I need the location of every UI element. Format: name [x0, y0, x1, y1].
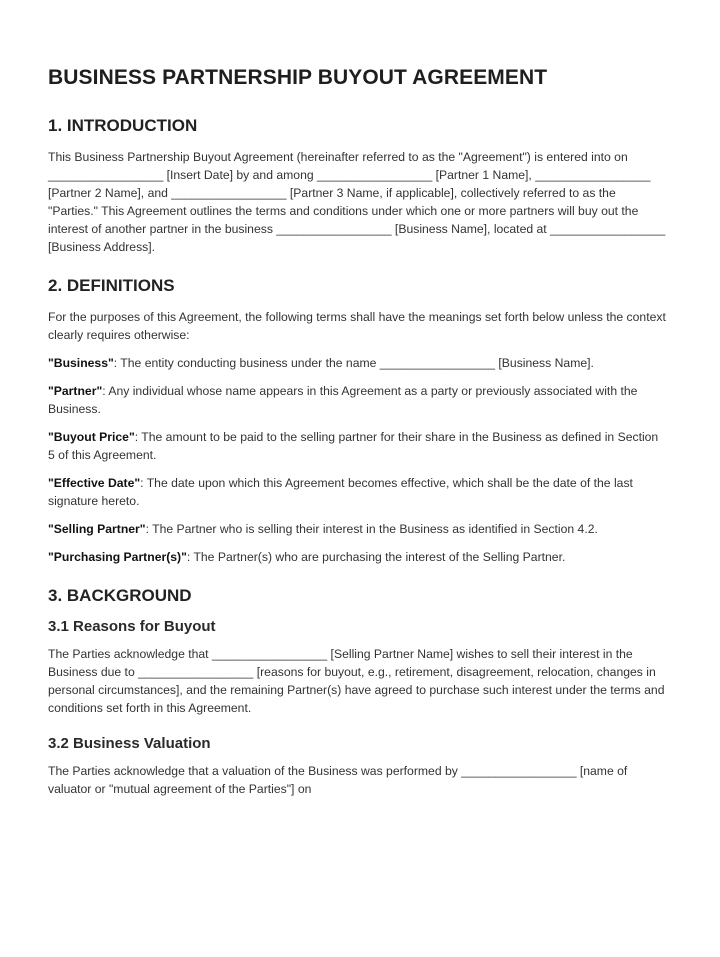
definition-term: "Effective Date" — [48, 476, 141, 490]
definition-text: : The Partner who is selling their interest in the Business as identified in Section 4.2. — [145, 522, 598, 536]
definition-item — [48, 474, 668, 510]
definition-text: : The entity conducting business under the name _________________ [Business Name]. — [113, 356, 594, 370]
definition-term: "Partner" — [48, 384, 103, 398]
definition-text: : The amount to be paid to the selling partner for their share in the Business as defined in Section 5 of this Agreement. — [48, 430, 659, 462]
definition-term: "Business" — [48, 356, 114, 370]
section-definitions — [48, 276, 668, 566]
definition-item — [48, 354, 668, 372]
definition-text: : Any individual whose name appears in this Agreement as a party or previously associated with the Business. — [48, 384, 638, 416]
definition-term: "Purchasing Partner(s)" — [48, 550, 187, 564]
definition-term: "Buyout Price" — [48, 430, 135, 444]
document-title: BUSINESS PARTNERSHIP BUYOUT AGREEMENT — [48, 66, 548, 89]
section-heading-introduction: 1. INTRODUCTION — [48, 116, 198, 135]
reasons-paragraph: The Parties acknowledge that _________________ [Selling Partner Name] wishes to sell their interest in the Business due to _________________ [reasons for buyout, e.g., retirement, disagreement, relocation, changes in personal circumstances], and the remaining Partner(s) have agreed to purchase such interest under the terms and conditions set forth in this Agreement. — [48, 647, 665, 715]
section-introduction — [48, 116, 668, 256]
section-heading-background: 3. BACKGROUND — [48, 586, 192, 605]
valuation-paragraph: The Parties acknowledge that a valuation of the Business was performed by _________________ [name of valuator or "mutual agreement of the Parties"] on — [48, 764, 628, 796]
definitions-lead-paragraph: For the purposes of this Agreement, the following terms shall have the meanings set forth below unless the context clearly requires otherwise: — [48, 310, 666, 342]
introduction-paragraph: This Business Partnership Buyout Agreement (hereinafter referred to as the "Agreement") is entered into on _________________ [Insert Date] by and among _________________ [Partner 1 Name], _________________ [Partner 2 Name], and _________________ [Partner 3 Name, if applicable], collectively referred to as the "Parties." This Agreement outlines the terms and conditions under which one or more partners will buy out the interest of another partner in the business _________________ [Business Name], located at _________________ [Business Address]. — [48, 150, 666, 254]
definition-text: : The Partner(s) who are purchasing the interest of the Selling Partner. — [186, 550, 566, 564]
definition-item — [48, 548, 668, 566]
section-background — [48, 586, 668, 798]
section-heading-definitions: 2. DEFINITIONS — [48, 276, 175, 295]
definition-item — [48, 428, 668, 464]
definition-text: : The date upon which this Agreement becomes effective, which shall be the date of the last signature hereto. — [48, 476, 633, 508]
definition-term: "Selling Partner" — [48, 522, 146, 536]
definition-item — [48, 382, 668, 418]
subsection-heading-reasons: 3.1 Reasons for Buyout — [48, 618, 216, 635]
subsection-heading-valuation: 3.2 Business Valuation — [48, 735, 211, 752]
definition-item — [48, 520, 668, 538]
